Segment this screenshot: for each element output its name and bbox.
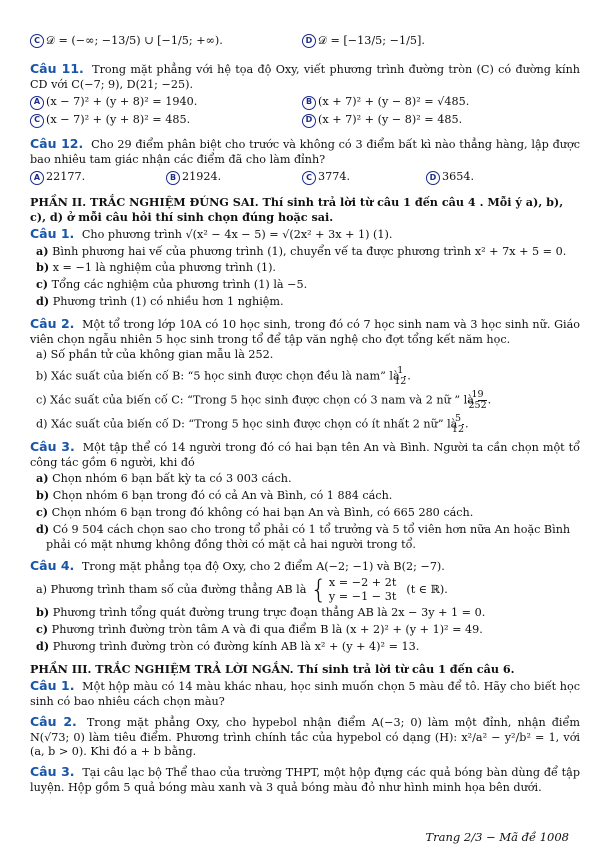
statement-item[interactable]: a) Phương trình tham số của đường thẳng AB là { x = −2 + 2t y = −1 − 3t (t ∈ ℝ). — [36, 575, 448, 606]
question-11 — [30, 61, 580, 93]
statement-item[interactable]: a) Bình phương hai vế của phương trình (1), chuyển vế ta được phương trình x² + 7x + 5 = 0. — [36, 243, 567, 258]
option-text: 3654. — [442, 170, 475, 184]
option-badge-d: D — [302, 34, 316, 48]
part2-title: PHẦN II. TRẮC NGHIỆM ĐÚNG SAI. Thí sinh trả lời từ câu 1 đến câu 4 . Mỗi ý a), b), c), d) ở mỗi câu hỏi thí sinh chọn đúng hoặc sai. — [30, 195, 564, 225]
fraction: $\frac{1}{12}$ — [394, 365, 407, 388]
fraction: $\frac{5}{12}$ — [451, 412, 465, 435]
statement-item[interactable]: d) Có 9 504 cách chọn sao cho trong tổ phải có 1 tổ trưởng và 5 tổ viên hơn nữa An hoặc Bình phải có mặt nhưng không đồng thời có mặt cả hai người trong tổ. — [36, 521, 571, 551]
option-badge-a: A — [30, 96, 44, 110]
option-badge-a: A — [30, 171, 44, 185]
question-number: Câu 1. — [30, 225, 75, 241]
statement-item[interactable]: c) Tổng các nghiệm của phương trình (1) là −5. — [36, 277, 308, 292]
question-number: Câu 4. — [30, 558, 75, 574]
statement-item[interactable]: b) Chọn nhóm 6 bạn trong đó có cả An và Bình, có 1 884 cách. — [36, 488, 393, 503]
statement-item[interactable]: d) Xác suất của biến cố D: “Trong 5 học sinh được chọn có ít nhất 2 nữ” là $\frac{5}{12}$ . — [36, 412, 469, 435]
hyperbola-equation: x²/a² − y²/b² = 1, với — [461, 730, 581, 744]
option-badge-c: C — [30, 114, 44, 128]
equation-system: x = −2 + 2t y = −1 − 3t — [328, 576, 397, 604]
fraction: $\frac{19}{252}$ — [468, 389, 487, 411]
part3-question-1 — [30, 678, 580, 710]
question-number: Câu 2. — [30, 713, 77, 729]
option-text: 𝒟 = [−13/5; −1/5]. — [318, 34, 425, 47]
statement-item[interactable]: b) Phương trình tổng quát đường trung trực đoạn thẳng AB là 2x − 3y + 1 = 0. — [36, 605, 486, 620]
part3-title: PHẦN III. TRẮC NGHIỆM TRẢ LỜI NGẮN. Thí sinh trả lời từ câu 1 đến câu 6. — [30, 662, 515, 677]
question-number: Câu 11. — [30, 60, 84, 76]
option-text: (x + 7)² + (y − 8)² = 485. — [318, 113, 463, 127]
q12-option-d[interactable] — [426, 170, 474, 185]
question-text: Trong mặt phẳng với hệ tọa độ Oxy, viết phương trình đường tròn (C) có đường kính CD với C(−7; 9), D(21; −25). — [30, 62, 580, 91]
option-badge-d: D — [426, 171, 440, 185]
part2-question-3 — [30, 439, 580, 471]
part2-question-2 — [30, 316, 580, 348]
q10-option-d[interactable] — [302, 34, 425, 49]
option-badge-b: B — [166, 171, 180, 185]
part2-question-1 — [30, 226, 580, 243]
question-text: Cho 29 điểm phân biệt cho trước và không có 3 điểm bất kì nào thẳng hàng, lập được bao nhiêu tam giác nhận các điểm đã cho làm đỉnh? — [30, 137, 580, 166]
exam-page — [30, 30, 580, 796]
question-text: Một hộp màu có 14 màu khác nhau, học sinh muốn chọn 5 màu để tô. Hãy cho biết học sinh có bao nhiêu cách chọn màu? — [30, 680, 580, 709]
q10-option-c[interactable] — [30, 34, 302, 49]
statement-item[interactable]: c) Phương trình đường tròn tâm A và đi qua điểm B là (x + 2)² + (y + 1)² = 49. — [36, 621, 483, 636]
option-text: (x + 7)² + (y − 8)² = √485. — [318, 95, 470, 109]
question-number: Câu 3. — [30, 764, 75, 780]
option-badge-d: D — [302, 114, 316, 128]
page-footer: Trang 2/3 − Mã đề 1008 — [425, 829, 569, 844]
statement-item[interactable]: b) Xác suất của biến cố B: “5 học sinh được chọn đều là nam” là $\frac{1}{12}$ . — [36, 365, 411, 388]
statement-item[interactable]: a) Chọn nhóm 6 bạn bất kỳ ta có 3 003 cách. — [36, 471, 292, 486]
part2-q4-items — [30, 576, 580, 654]
option-badge-c: C — [30, 34, 44, 48]
question-text: Trong mặt phẳng Oxy, cho hypebol nhận điểm A(−3; 0) làm một đỉnh, nhận điểm N(√73; 0) làm tiêu điểm. Phương trình chính tắc của hypebol có dạng (H): — [30, 715, 580, 744]
statement-item[interactable]: d) Phương trình (1) có nhiều hơn 1 nghiệm. — [36, 293, 284, 308]
q12-option-b[interactable] — [166, 170, 302, 185]
part2-q1-items — [30, 244, 580, 310]
q11-options-row2 — [30, 113, 580, 128]
question-12 — [30, 136, 580, 168]
q12-option-a[interactable] — [30, 170, 166, 185]
statement-item[interactable]: d) Phương trình đường tròn có đường kính AB là x² + (y + 4)² = 13. — [36, 638, 420, 653]
system-brace: { — [310, 575, 327, 606]
option-text: 𝒟 = (−∞; −13/5) ∪ [−1/5; +∞). — [46, 34, 223, 47]
statement-item[interactable]: a) Số phần tử của không gian mẫu là 252. — [36, 348, 274, 362]
part2-q3-items — [30, 471, 580, 552]
part3-question-2 — [30, 714, 580, 760]
q11-option-c[interactable] — [30, 113, 302, 128]
option-badge-b: B — [302, 96, 316, 110]
q11-option-b[interactable] — [302, 95, 469, 110]
q12-options — [30, 170, 580, 185]
q11-option-d[interactable] — [302, 113, 462, 128]
question-text: Một tập thể có 14 người trong đó có hai bạn tên An và Bình. Người ta cần chọn một tổ công tác gồm 6 người, khi đó — [30, 440, 580, 469]
part2-question-4 — [30, 558, 580, 575]
option-text: 21924. — [182, 170, 222, 184]
q11-options-row1 — [30, 95, 580, 110]
question-text: Trong mặt phẳng tọa độ Oxy, cho 2 điểm A(−2; −1) và B(2; −7). — [81, 560, 445, 574]
question-text: Cho phương trình √(x² − 4x − 5) = √(2x² + 3x + 1) (1). — [81, 227, 393, 241]
question-text: Một tổ trong lớp 10A có 10 học sinh, trong đó có 7 học sinh nam và 3 học sinh nữ. Giáo viên chọn ngẫu nhiên 5 học sinh trong tổ để tập văn nghệ cho đợt tổng kết năm học. — [30, 317, 580, 346]
statement-item[interactable]: c) Chọn nhóm 6 bạn trong đó không có hai bạn An và Bình, có 665 280 cách. — [36, 505, 474, 519]
q10-options — [30, 34, 580, 49]
statement-item[interactable]: c) Xác suất của biến cố C: “Trong 5 học sinh được chọn có 3 nam và 2 nữ ” là $\frac{19}{252}$ . — [36, 389, 492, 411]
option-text: 22177. — [46, 170, 86, 184]
q12-option-c[interactable] — [302, 170, 426, 185]
question-number: Câu 3. — [30, 438, 75, 454]
question-text-cont: (a, b > 0). Khi đó a + b bằng. — [30, 745, 197, 759]
option-text: (x − 7)² + (y + 8)² = 1940. — [46, 95, 198, 109]
question-number: Câu 12. — [30, 135, 84, 151]
statement-item[interactable]: b) x = −1 là nghiệm của phương trình (1). — [36, 260, 276, 275]
question-number: Câu 1. — [30, 678, 75, 694]
part2-q2-items — [30, 348, 580, 435]
part3-question-3 — [30, 764, 580, 796]
question-number: Câu 2. — [30, 315, 75, 331]
option-text: 3774. — [318, 170, 351, 184]
question-text: Tại câu lạc bộ Thể thao của trường THPT, một hộp đựng các quả bóng bàn dùng để tập luyện. Hộp gồm 5 quả bóng màu xanh và 3 quả bóng màu đỏ như hình minh họa bên dưới. — [30, 766, 580, 794]
option-text: (x − 7)² + (y + 8)² = 485. — [46, 113, 191, 127]
q11-option-a[interactable] — [30, 95, 302, 110]
option-badge-c: C — [302, 171, 316, 185]
